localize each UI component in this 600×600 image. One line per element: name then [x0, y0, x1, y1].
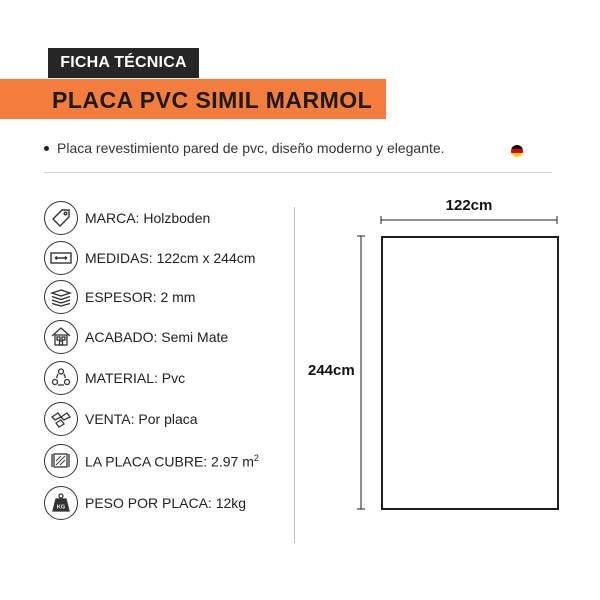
- spec-material-text: MATERIAL: Pvc: [85, 370, 186, 386]
- spec-measures-text: MEDIDAS: 122cm x 244cm: [85, 250, 256, 266]
- square-superscript: 2: [253, 452, 259, 463]
- spec-brand: [44, 200, 210, 236]
- spec-coverage-text: [85, 453, 259, 470]
- ruler-icon: [44, 241, 78, 275]
- spec-brand-text: MARCA: Holzboden: [85, 210, 211, 226]
- weight-icon-label: KG: [56, 504, 66, 511]
- spec-finish: [44, 319, 228, 355]
- width-dimension-line: [380, 214, 558, 226]
- recycle-material-icon: [44, 361, 78, 395]
- spec-material: [44, 360, 185, 396]
- coverage-value: LA PLACA CUBRE: 2.97 m: [85, 453, 254, 470]
- area-icon: [44, 444, 78, 478]
- spec-sale-text: VENTA: Por placa: [85, 411, 198, 427]
- height-label: 244cm: [308, 362, 355, 379]
- weight-icon: [44, 486, 78, 520]
- vertical-divider: [294, 207, 295, 543]
- description-text: Placa revestimiento pared de pvc, diseño moderno y elegante.: [57, 140, 445, 156]
- product-description: [44, 140, 445, 156]
- ficha-tecnica-tag: FICHA TÉCNICA: [48, 48, 199, 78]
- spec-weight: [44, 485, 246, 521]
- spec-weight-text: PESO POR PLACA: 12kg: [85, 495, 247, 511]
- spec-thickness: [44, 279, 195, 315]
- spec-finish-text: ACABADO: Semi Mate: [85, 329, 229, 345]
- height-dimension-line: [355, 235, 367, 510]
- layers-icon: [44, 280, 78, 314]
- width-label: 122cm: [445, 197, 493, 214]
- divider: [44, 172, 552, 173]
- germany-flag-icon: [511, 145, 523, 157]
- bullet-dot: [44, 146, 49, 151]
- spec-thickness-text: ESPESOR: 2 mm: [85, 289, 196, 305]
- spec-coverage: [44, 443, 259, 479]
- spec-sale: [44, 401, 198, 437]
- product-title: PLACA PVC SIMIL MARMOL: [0, 79, 386, 119]
- panels-icon: [44, 402, 78, 436]
- finish-house-icon: [44, 320, 78, 354]
- panel-outline: [381, 236, 559, 510]
- spec-measures: [44, 240, 255, 276]
- price-tag-icon: [44, 201, 78, 235]
